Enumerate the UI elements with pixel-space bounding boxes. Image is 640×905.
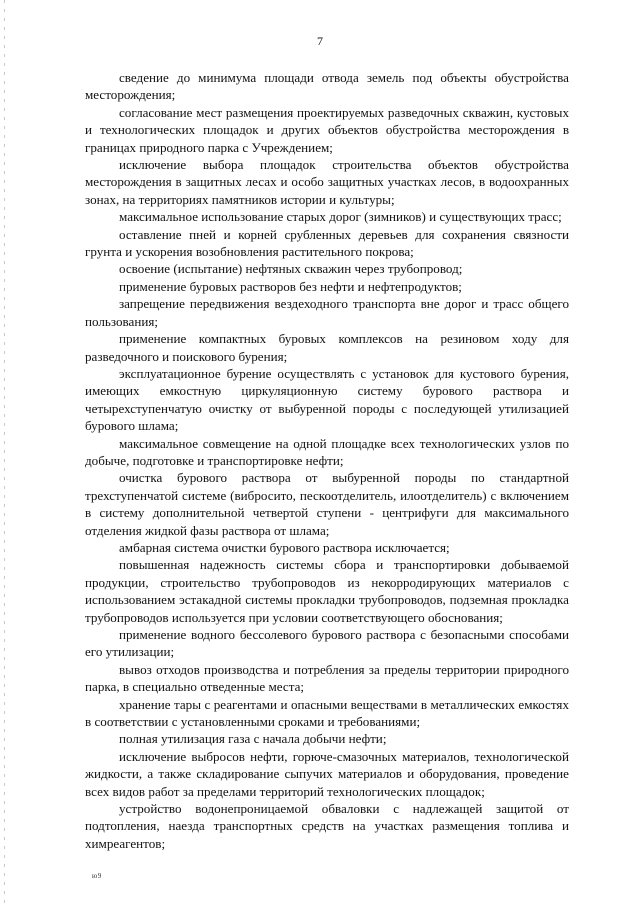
paragraph: очистка бурового раствора от выбуренной породы по стандартной трехступенчатой системе (вибросито, пескоотделитель, илоотделитель) с включением в систему дополнительной четвертой ступени - центрифуги для максимального отделения жидкой фазы раствора от шлама; [85,470,569,538]
paragraph: применение буровых растворов без нефти и нефтепродуктов; [119,278,462,294]
paragraph: исключение выбора площадок строительства объектов обустройства месторождения в защитных лесах и особо защитных участках лесов, в водоохранных зонах, на территориях памятников истории и культуры; [85,157,569,207]
paragraph: сведение до минимума площади отвода земель под объекты обустройства месторождения; [85,70,569,103]
paragraph: амбарная система очистки бурового раствора исключается; [119,539,450,555]
paragraph: повышенная надежность системы сбора и транспортировки добываемой продукции, строительство трубопроводов из некорродирующих материалов с использованием эстакадной системы прокладки трубопроводов, подземная прокладка трубопроводов используется при условии соответствующего обоснования; [85,557,569,625]
paragraph: освоение (испытание) нефтяных скважин через трубопровод; [119,261,463,277]
paragraph: согласование мест размещения проектируемых разведочных скважин, кустовых и технологических площадок и других объектов обустройства месторождения в границах природного парка с Учреждением; [85,104,569,155]
paragraph: применение водного бессолевого бурового раствора с безопасными способами его утилизации; [85,627,569,660]
paragraph: применение компактных буровых комплексов на резиновом ходу для разведочного и поискового бурения; [85,331,569,364]
body-text [85,69,569,852]
paragraph: эксплуатационное бурение осуществлять с установок для кустового бурения, имеющих емкостную циркуляционную систему бурового раствора и четырехступенчатую очистку от выбуренной породы с последующей утилизацией бурового шлама; [85,365,569,434]
paragraph: вывоз отходов производства и потребления за пределы территории природного парка, в специально отведенные места; [85,661,569,695]
page-number: 7 [317,34,323,48]
paragraph: исключение выбросов нефти, горюче-смазочных материалов, технологической жидкости, а также складирование сыпучих материалов и оборудования, проведение всех видов работ за пределами территорий технологических площадок; [85,748,569,799]
paragraph: запрещение передвижения вездеходного транспорта вне дорог и трасс общего пользования; [85,296,569,329]
paragraph: хранение тары с реагентами и опасными веществами в металлических емкостях в соответствии с установленными сроками и требованиями; [85,696,569,730]
paragraph: устройство водонепроницаемой обваловки с надлежащей защитой от подтопления, наезда транспортных средств на участках размещения топлива и химреагентов; [85,801,569,851]
scan-edge-artifact [4,0,5,905]
paragraph: оставление пней и корней срубленных деревьев для сохранения связности грунта и ускорения возобновления растительного покрова; [85,226,569,260]
paragraph: максимальное использование старых дорог (зимников) и существующих трасс; [119,209,562,225]
footer-mark: ю9 [92,872,102,880]
paragraph: максимальное совмещение на одной площадке всех технологических узлов по добыче, подготовке и транспортировке нефти; [85,435,569,468]
paragraph: полная утилизация газа с начала добычи нефти; [119,731,387,747]
